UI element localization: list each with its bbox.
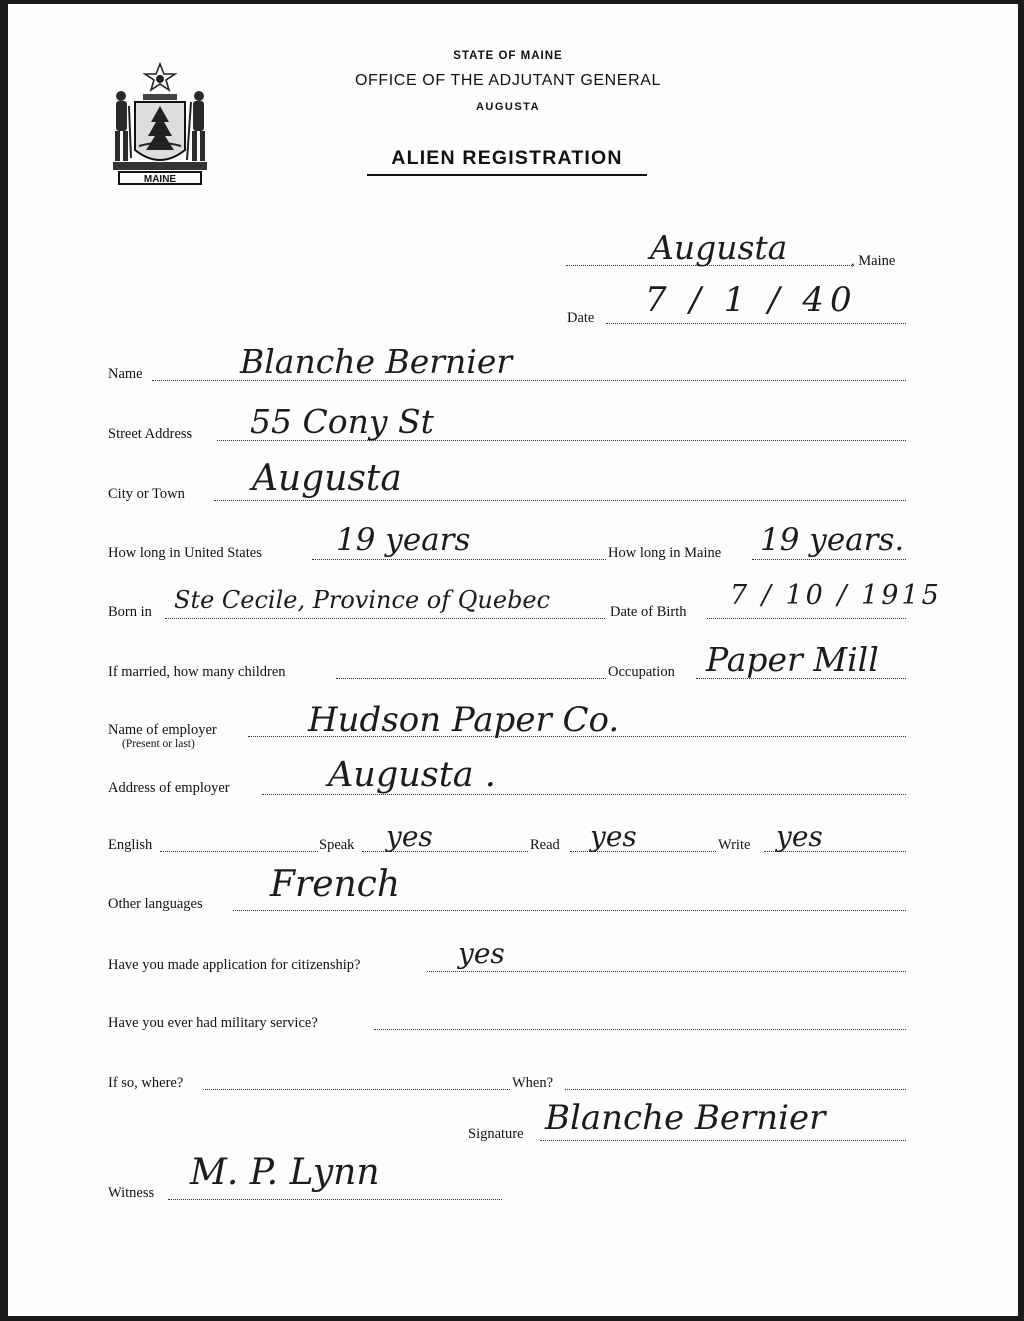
employer-sublabel: (Present or last) — [122, 738, 195, 750]
other-languages-line — [233, 910, 906, 911]
born-line — [165, 618, 605, 619]
english-label: English — [108, 837, 153, 853]
military-line — [374, 1029, 906, 1030]
us-label: How long in United States — [108, 545, 262, 561]
form-title: ALIEN REGISTRATION — [391, 147, 623, 169]
occupation-value[interactable]: Paper Mill — [706, 640, 879, 679]
occupation-label: Occupation — [608, 664, 675, 680]
date-line — [606, 323, 906, 324]
children-line — [336, 678, 606, 679]
maine-len-value[interactable]: 19 years. — [760, 522, 905, 558]
write-value[interactable]: yes — [776, 820, 823, 853]
street-label: Street Address — [108, 426, 193, 442]
speak-label: Speak — [319, 837, 355, 853]
employer-address-label: Address of employer — [108, 780, 230, 796]
date-label: Date — [567, 310, 595, 326]
dob-label: Date of Birth — [610, 604, 687, 620]
english-line — [160, 851, 318, 852]
speak-value[interactable]: yes — [386, 820, 433, 853]
place-value[interactable]: Augusta — [650, 228, 788, 267]
header-city: AUGUSTA — [475, 101, 541, 113]
header-state: STATE OF MAINE — [453, 50, 563, 62]
citizenship-line — [427, 971, 906, 972]
title-underline — [367, 174, 647, 176]
employer-label: Name of employer — [108, 722, 217, 738]
born-label: Born in — [108, 604, 152, 620]
witness-line — [168, 1199, 502, 1200]
signature-line — [540, 1140, 906, 1141]
seal-banner-text: MAINE — [143, 174, 177, 185]
city-value[interactable]: Augusta — [252, 458, 402, 499]
write-label: Write — [718, 837, 751, 853]
where-label: If so, where? — [108, 1075, 184, 1091]
when-label: When? — [512, 1075, 554, 1091]
us-value[interactable]: 19 years — [336, 522, 471, 558]
maine-len-label: How long in Maine — [608, 545, 722, 561]
us-line — [312, 559, 606, 560]
city-label: City or Town — [108, 486, 185, 502]
dob-line — [707, 618, 906, 619]
military-label: Have you ever had military service? — [108, 1015, 318, 1031]
dob-value[interactable]: 7 / 10 / 1915 — [730, 580, 942, 611]
name-label: Name — [108, 366, 143, 382]
other-languages-value[interactable]: French — [270, 864, 401, 905]
employer-address-value[interactable]: Augusta . — [328, 755, 496, 795]
street-value[interactable]: 55 Cony St — [250, 402, 434, 441]
maine-len-line — [752, 559, 906, 560]
date-value[interactable]: 7 / 1 / 40 — [645, 280, 858, 320]
signature-value[interactable]: Blanche Bernier — [545, 1098, 826, 1138]
born-value[interactable]: Ste Cecile, Province of Quebec — [174, 586, 551, 614]
read-label: Read — [530, 837, 560, 853]
witness-value[interactable]: M. P. Lynn — [190, 1152, 380, 1193]
maine-label: , Maine — [851, 253, 896, 269]
header-office: OFFICE OF THE ADJUTANT GENERAL — [354, 72, 662, 89]
read-value[interactable]: yes — [590, 820, 637, 853]
where-line — [203, 1089, 510, 1090]
citizenship-value[interactable]: yes — [458, 937, 505, 970]
witness-label: Witness — [108, 1185, 155, 1201]
children-label: If married, how many children — [108, 664, 286, 680]
other-languages-label: Other languages — [108, 896, 203, 912]
when-line — [565, 1089, 906, 1090]
signature-label: Signature — [468, 1126, 524, 1142]
name-value[interactable]: Blanche Bernier — [240, 342, 513, 381]
employer-value[interactable]: Hudson Paper Co. — [308, 700, 620, 740]
city-line — [214, 500, 906, 501]
citizenship-label: Have you made application for citizenship? — [108, 957, 361, 973]
